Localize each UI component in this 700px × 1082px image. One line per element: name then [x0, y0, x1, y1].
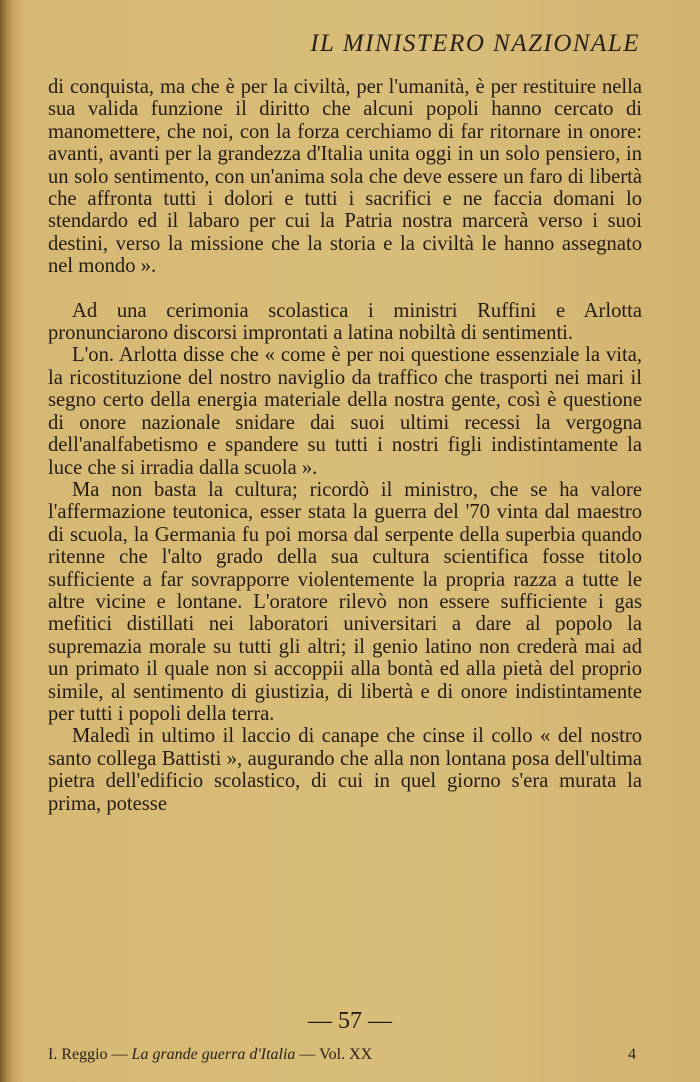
paragraph: Maledì in ultimo il laccio di canape che cinse il collo « del nostro santo collega Battisti », augurando che alla non lontana posa dell'ultima pietra dell'edificio scolastico, di cui in quel giorno s'era murata la prima, potesse	[48, 725, 642, 815]
paragraph-continuation: di conquista, ma che è per la civiltà, per l'umanità, è per restituire nella sua valida funzione il diritto che alcuni popoli hanno cercato di manomettere, che noi, con la forza cerchiamo di far ritornare in onore: avanti, avanti per la grandezza d'Italia unita oggi in un solo pensiero, in un solo sentimento, con un'anima sola che deve essere un faro di libertà che affronta tutti i dolori e tutti i sacrifici e ne faccia domani lo stendardo ed il labaro per cui la Patria nostra marcerà verso i suoi destini, verso la missione che la storia e la civiltà le hanno assegnato nel mondo ».	[48, 76, 642, 278]
footer-book-title: La grande guerra d'Italia	[131, 1046, 296, 1063]
running-header: IL MINISTERO NAZIONALE	[310, 30, 640, 57]
paragraph-gap	[48, 278, 642, 300]
paragraph: Ad una cerimonia scolastica i ministri Ruffini e Arlotta pronunciarono discorsi improntati a latina nobiltà di sentimenti.	[48, 299, 642, 345]
body-text	[48, 76, 642, 815]
footer-volume: — Vol. XX	[299, 1046, 373, 1063]
footer-signature: 4	[628, 1046, 636, 1063]
paragraph: L'on. Arlotta disse che « come è per noi questione essenziale la vita, la ricostituzione del nostro naviglio da traffico che trasporti nei mari il segno certo della energia materiale della nostra gente, così è questione di onore nazionale snidare dai suoi ultimi recessi la vergogna dell'analfabetismo e spandere su tutti i nostri figli indistintamente la luce che si irradia dalla scuola ».	[48, 344, 642, 479]
footer-author: I. Reggio —	[48, 1046, 128, 1063]
page-number: — 57 —	[308, 1008, 392, 1034]
paragraph: Ma non basta la cultura; ricordò il ministro, che se ha valore l'affermazione teutonica, esser stata la guerra del '70 vinta dal maestro di scuola, la Germania fu poi morsa dal serpente della superbia quando ritenne che l'alto grado della sua cultura scientifica fosse titolo sufficiente a far sovrapporre violentemente la propria razza a tutte le altre vicine e lontane. L'oratore rilevò non essere sufficiente i gas mefitici distillati nei laboratori universitari a dare al popolo la supremazia morale su tutti gli altri; il genio latino non crederà mai ad un primato il quale non si accoppii alla bontà ed alla pietà del proprio simile, al sentimento di giustizia, di libertà e di onore indistintamente per tutti i popoli della terra.	[48, 478, 642, 725]
footer-line	[48, 1046, 636, 1064]
